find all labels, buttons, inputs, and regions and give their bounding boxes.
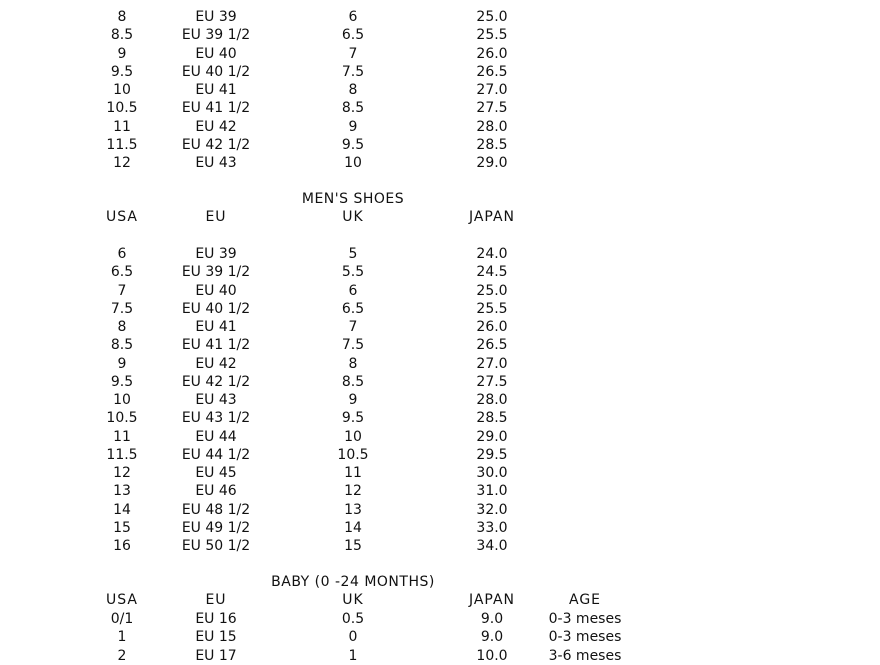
table-row [0,647,880,665]
cell-usa: USA [106,209,138,225]
cell-uk: 6.5 [341,300,365,317]
table-row [0,610,880,628]
table-row [0,118,880,136]
cell-uk: 11 [344,465,362,481]
table-row [0,8,880,26]
cell-japan: 24.0 [476,246,508,262]
cell-japan: 34.0 [476,538,508,554]
table-row [0,373,880,391]
cell-eu: EU 43 [195,392,237,408]
cell-japan: JAPAN [468,209,516,225]
cell-usa: 11 [113,118,131,135]
cell-usa: 12 [113,155,131,171]
cell-eu: EU 43 [195,155,237,171]
cell-usa: 2 [117,647,127,664]
cell-uk: 13 [344,501,362,518]
cell-japan: 9.0 [480,611,504,627]
section-title-mens: MEN'S SHOES [301,191,405,207]
cell-japan: 28.5 [476,136,508,153]
cell-usa: 12 [113,465,131,481]
cell-usa: 7 [117,282,127,299]
cell-usa: 10.5 [106,410,138,427]
cell-uk: 9.5 [341,136,365,153]
cell-uk: 14 [344,519,362,536]
cell-usa: 0/1 [110,611,134,627]
table-row [0,501,880,519]
cell-usa: 9 [117,355,127,372]
cell-japan: 25.5 [476,27,508,44]
cell-eu: EU 40 1/2 [181,300,251,317]
cell-japan: 29.0 [476,428,508,445]
cell-uk: 10 [344,155,362,171]
cell-japan: 26.0 [476,319,508,335]
cell-uk: 9.5 [341,410,365,427]
cell-eu: EU 41 [195,82,237,98]
cell-japan: 9.0 [480,629,504,646]
table-header [0,591,880,609]
cell-uk: 5 [348,246,358,262]
cell-eu: EU 41 1/2 [181,100,251,117]
table-row [0,136,880,154]
cell-uk: 7.5 [341,63,365,80]
table-row [0,464,880,482]
cell-japan: 10.0 [476,647,508,664]
table-row [0,245,880,263]
cell-uk: 8 [348,355,358,372]
cell-usa: 11 [113,428,131,445]
table-row [0,63,880,81]
cell-japan: 25.0 [476,282,508,299]
cell-usa: 9.5 [110,63,134,80]
cell-japan: 27.0 [476,82,508,98]
cell-usa: 16 [113,538,131,554]
cell-uk: 6.5 [341,27,365,44]
cell-uk: 15 [344,538,362,554]
table-row [0,428,880,446]
cell-uk: 9 [348,118,358,135]
cell-eu: EU 41 1/2 [181,337,251,354]
table-row [0,263,880,281]
cell-uk: 8.5 [341,373,365,390]
cell-japan: 27.5 [476,100,508,117]
cell-uk: 10.5 [337,446,369,463]
cell-usa: 10 [113,392,131,408]
cell-uk: UK [342,592,364,608]
cell-japan: 26.5 [476,63,508,80]
cell-eu: EU 49 1/2 [181,519,251,536]
cell-eu: EU 15 [195,629,237,646]
cell-usa: 1 [117,629,127,646]
table-row [0,45,880,63]
cell-japan: 28.0 [476,118,508,135]
cell-eu: EU 42 [195,355,237,372]
cell-uk: 10 [344,428,362,445]
cell-age: 0-3 meses [548,629,622,646]
cell-uk: 7.5 [341,337,365,354]
cell-uk: 9 [348,392,358,408]
table-row [0,336,880,354]
table-row [0,282,880,300]
cell-usa: 10 [113,82,131,98]
cell-japan: 27.5 [476,373,508,390]
cell-uk: UK [342,209,364,225]
cell-uk: 12 [344,483,362,500]
cell-usa: 14 [113,501,131,518]
cell-japan: 24.5 [476,264,508,281]
cell-eu: EU 40 1/2 [181,63,251,80]
table-row [0,628,880,646]
cell-eu: EU 39 1/2 [181,264,251,281]
cell-age: 3-6 meses [548,647,622,664]
table-row [0,318,880,336]
cell-japan: 25.5 [476,300,508,317]
cell-usa: 7.5 [110,300,134,317]
cell-uk: 1 [348,647,358,664]
cell-japan: 26.0 [476,45,508,62]
table-row [0,81,880,99]
cell-uk: 6 [348,9,358,25]
cell-eu: EU 40 [195,45,237,62]
cell-japan: 33.0 [476,519,508,536]
cell-usa: 11.5 [106,136,138,153]
table-row [0,99,880,117]
cell-japan: 30.0 [476,465,508,481]
cell-age: AGE [568,592,602,608]
table-row [0,446,880,464]
cell-usa: 13 [113,483,131,500]
cell-eu: EU 42 [195,118,237,135]
table-header [0,208,880,226]
table-row [0,537,880,555]
cell-age: 0-3 meses [548,611,622,627]
cell-eu: EU 39 1/2 [181,27,251,44]
cell-usa: 9 [117,45,127,62]
cell-usa: 6 [117,246,127,262]
cell-usa: 10.5 [106,100,138,117]
table-row [0,391,880,409]
cell-eu: EU 41 [195,319,237,335]
cell-eu: EU 39 [195,246,237,262]
cell-usa: 8 [117,319,127,335]
cell-japan: 25.0 [476,9,508,25]
cell-uk: 0.5 [341,611,365,627]
cell-japan: 31.0 [476,483,508,500]
cell-eu: EU 48 1/2 [181,501,251,518]
cell-eu: EU 44 [195,428,237,445]
cell-usa: USA [106,592,138,608]
cell-japan: 26.5 [476,337,508,354]
cell-eu: EU 39 [195,9,237,25]
cell-japan: 29.5 [476,446,508,463]
table-row [0,300,880,318]
cell-uk: 8.5 [341,100,365,117]
cell-japan: 32.0 [476,501,508,518]
cell-eu: EU 45 [195,465,237,481]
table-row [0,482,880,500]
cell-japan: JAPAN [468,592,516,608]
cell-eu: EU 50 1/2 [181,538,251,554]
table-row [0,519,880,537]
cell-eu: EU 40 [195,282,237,299]
cell-usa: 11.5 [106,446,138,463]
cell-japan: 28.5 [476,410,508,427]
cell-usa: 6.5 [110,264,134,281]
cell-uk: 7 [348,319,358,335]
cell-japan: 27.0 [476,355,508,372]
table-row [0,409,880,427]
cell-uk: 7 [348,45,358,62]
cell-eu: EU 16 [195,611,237,627]
table-row [0,154,880,172]
cell-eu: EU 43 1/2 [181,410,251,427]
table-row [0,26,880,44]
cell-japan: 28.0 [476,392,508,408]
cell-japan: 29.0 [476,155,508,171]
cell-eu: EU 42 1/2 [181,373,251,390]
cell-uk: 5.5 [341,264,365,281]
cell-eu: EU 42 1/2 [181,136,251,153]
cell-eu: EU 17 [195,647,237,664]
cell-eu: EU [205,592,227,608]
cell-uk: 6 [348,282,358,299]
cell-usa: 15 [113,519,131,536]
cell-eu: EU 46 [195,483,237,500]
cell-uk: 0 [348,629,358,646]
cell-usa: 8 [117,9,127,25]
table-row [0,355,880,373]
section-title-baby: BABY (0 -24 MONTHS) [271,574,435,590]
cell-eu: EU [205,209,227,225]
cell-usa: 8.5 [110,337,134,354]
cell-usa: 9.5 [110,373,134,390]
cell-eu: EU 44 1/2 [181,446,251,463]
cell-usa: 8.5 [110,27,134,44]
cell-uk: 8 [348,82,358,98]
